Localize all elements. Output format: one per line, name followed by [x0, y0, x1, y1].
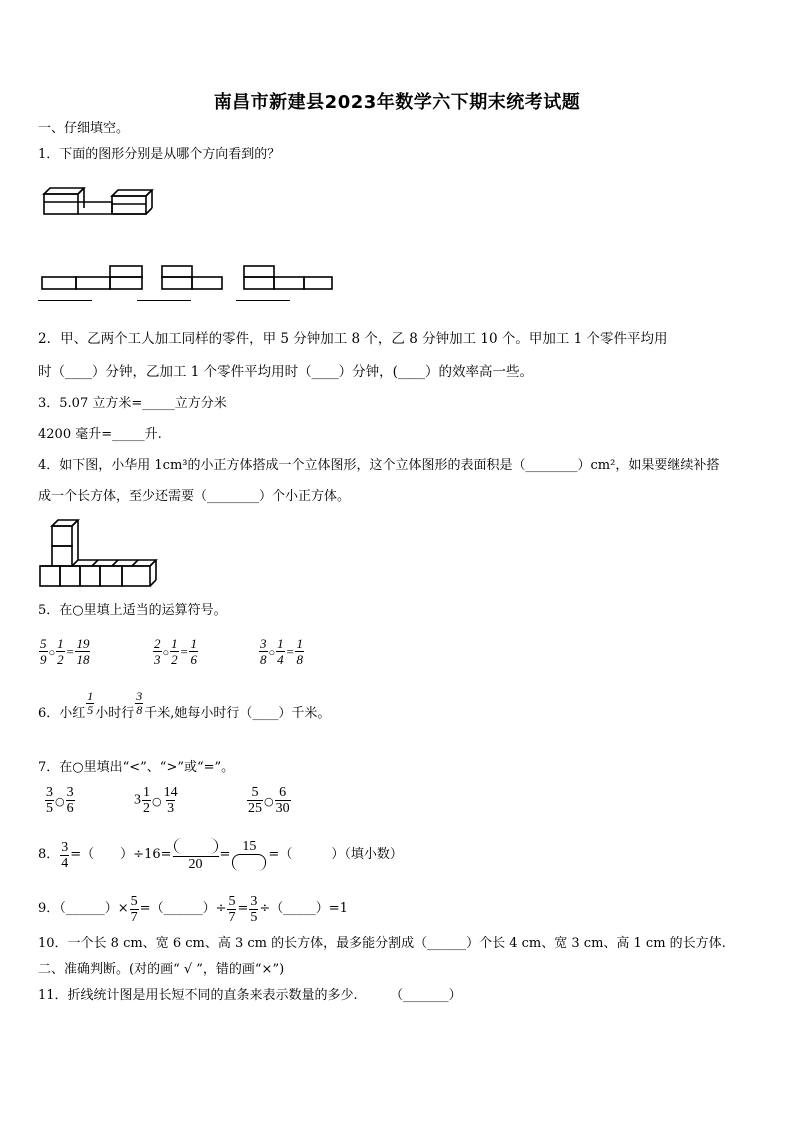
q1-view-top	[242, 265, 336, 291]
frac-numerator: 15	[242, 839, 257, 854]
q7-compare-1	[44, 785, 76, 816]
q5-expression-3	[258, 636, 305, 667]
frac-denominator: 5	[46, 801, 53, 816]
frac-numerator: 5	[40, 636, 47, 651]
frac-denominator: 6	[190, 652, 197, 667]
frac-numerator: 3	[66, 785, 74, 800]
question-10: 10．一个长 8 cm、宽 6 cm、高 3 cm 的长方体，最多能分割成（______）个长 4 cm、宽 3 cm、高 1 cm 的长方体.	[38, 936, 726, 951]
q6-text-pre: 6．小红	[38, 706, 86, 721]
question-3-line-1: 3．5.07 立方米=_____立方分米	[38, 396, 227, 411]
frac-denominator: 2	[143, 801, 150, 816]
q9-text-4: ÷（_____）=1	[259, 901, 348, 916]
frac-denominator: 5	[250, 909, 258, 925]
q8-text-1: =（ ）÷16=	[70, 847, 172, 862]
frac-denominator: 20	[173, 856, 219, 872]
frac-denominator: 6	[66, 801, 74, 816]
frac-numerator: 3	[46, 785, 53, 800]
frac-numerator: 1	[87, 689, 94, 703]
page-title: 南昌市新建县2023年数学六下期末统考试题	[213, 92, 581, 113]
question-2-line-2: 时（____）分钟，乙加工 1 个零件平均用时（____）分钟，(____）的效率高一些。	[38, 364, 533, 380]
question-11: 11．折线统计图是用长短不同的直条来表示数量的多少. （_______）	[38, 988, 462, 1003]
frac-numerator: 3	[61, 839, 69, 855]
frac-numerator: 14	[163, 785, 178, 800]
frac-denominator: 8	[136, 703, 143, 717]
q5-expression-2	[152, 636, 199, 667]
q1-view-left	[160, 265, 226, 291]
mixed-whole: 3	[134, 792, 141, 808]
question-4-line-1: 4．如下图，小华用 1cm³的小正方体搭成一个立体图形，这个立体图形的表面积是（________）cm²，如果要继续补搭	[38, 458, 720, 473]
q8-text-3: =（ ）（填小数）	[268, 847, 403, 862]
frac-denominator: 7	[228, 909, 236, 925]
section-heading-fill: 一、仔细填空。	[38, 121, 130, 136]
q1-answer-blank-3[interactable]	[236, 300, 290, 301]
q5-expression-1	[38, 636, 91, 667]
q1-view-front	[40, 265, 144, 291]
q7-compare-2	[134, 785, 180, 816]
q1-answer-blank-2[interactable]	[137, 300, 191, 301]
q9-text-1: 9．（______）×	[38, 901, 129, 916]
compare-circle[interactable]: ○	[264, 795, 274, 808]
frac-denominator: 4	[277, 652, 284, 667]
q9-text-2: =（______）÷	[139, 901, 227, 916]
frac-numerator: 1	[57, 636, 64, 651]
question-1: 1．下面的图形分别是从哪个方向看到的？	[38, 147, 281, 162]
frac-numerator: 1	[190, 636, 197, 651]
q8-label: 8．	[38, 847, 60, 862]
q9-text-3: =	[237, 901, 249, 916]
frac-denominator: 30	[275, 801, 290, 816]
frac-numerator: 6	[279, 785, 287, 800]
frac-denominator: 5	[87, 703, 94, 717]
q8-paren-blank[interactable]	[174, 838, 218, 854]
compare-circle[interactable]: ○	[55, 795, 65, 808]
op-circle[interactable]: ○	[268, 647, 276, 659]
question-5: 5．在○里填上适当的运算符号。	[38, 603, 227, 618]
question-8	[38, 834, 403, 876]
frac-denominator: 7	[130, 909, 138, 925]
frac-numerator: 1	[143, 785, 150, 800]
frac-numerator: 1	[171, 636, 178, 651]
op-circle[interactable]: ○	[162, 647, 170, 659]
q1-3d-figure	[40, 186, 160, 218]
frac-denominator: 4	[61, 855, 69, 871]
frac-denominator: 9	[40, 652, 47, 667]
question-3-line-2: 4200 毫升=_____升.	[38, 427, 162, 442]
frac-denominator: 25	[248, 801, 262, 816]
compare-circle[interactable]: ○	[152, 795, 162, 808]
q8-text-2: =	[219, 847, 231, 862]
equals: =	[179, 644, 189, 659]
equals: =	[285, 644, 295, 659]
frac-numerator: 3	[136, 689, 143, 703]
q8-paren-blank-2[interactable]	[232, 854, 266, 871]
q1-answer-blank-1[interactable]	[38, 300, 92, 301]
q4-cube-figure	[38, 518, 160, 590]
q6-text-post: 千米,她每小时行（____）千米。	[144, 706, 331, 721]
frac-denominator: 2	[57, 652, 64, 667]
frac-denominator: 3	[167, 801, 175, 816]
question-9	[38, 889, 348, 929]
frac-numerator: 5	[130, 893, 138, 909]
frac-numerator: 3	[260, 636, 267, 651]
op-circle[interactable]: ○	[48, 647, 56, 659]
frac-denominator: 8	[260, 652, 267, 667]
frac-numerator: 1	[296, 636, 303, 651]
frac-denominator: 2	[171, 652, 178, 667]
frac-numerator: 1	[277, 636, 284, 651]
frac-numerator: 3	[250, 893, 258, 909]
question-4-line-2: 成一个长方体，至少还需要（________）个小正方体。	[38, 489, 351, 504]
frac-numerator: 5	[251, 785, 259, 800]
section-heading-judge: 二、准确判断。(对的画“ √ ”，错的画“×”)	[38, 962, 285, 977]
frac-numerator: 2	[154, 636, 161, 651]
q7-compare-3	[246, 785, 292, 816]
question-6	[38, 689, 331, 727]
frac-denominator: 18	[76, 652, 90, 667]
question-7: 7．在○里填出“<”、“>”或“=”。	[38, 760, 235, 775]
q6-text-mid: 小时行	[95, 706, 135, 721]
frac-denominator: 8	[296, 652, 303, 667]
question-2-line-1: 2．甲、乙两个工人加工同样的零件，甲 5 分钟加工 8 个，乙 8 分钟加工 10 个。甲加工 1 个零件平均用	[38, 331, 668, 347]
frac-numerator: 19	[76, 636, 90, 651]
frac-denominator: 3	[154, 652, 161, 667]
equals: =	[65, 644, 75, 659]
frac-numerator: 5	[228, 893, 236, 909]
